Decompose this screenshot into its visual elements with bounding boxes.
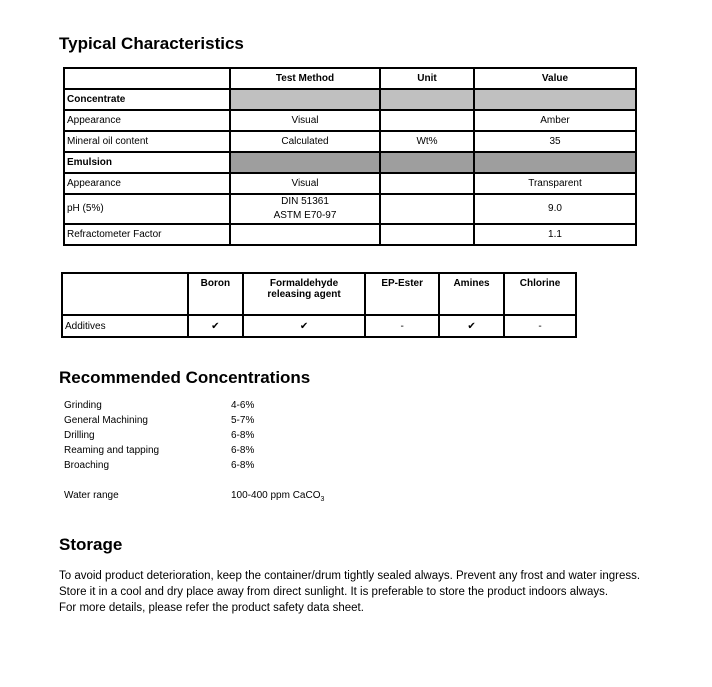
method-line: ASTM E70-97 [273, 210, 337, 221]
storage-paragraph: For more details, please refer the product safety data sheet. [59, 602, 364, 614]
water-range-value [231, 488, 324, 507]
typical-characteristics-table [63, 67, 637, 246]
header-cell [64, 68, 230, 89]
additives-table [61, 272, 577, 338]
row-method [230, 194, 380, 224]
list-item: 6-8% [231, 445, 255, 456]
row-unit [380, 110, 474, 131]
row-unit [380, 173, 474, 194]
section-label: Concentrate [64, 89, 230, 110]
section-fill [230, 89, 380, 110]
recommended-concentrations-title: Recommended Concentrations [59, 368, 311, 387]
storage-text [59, 568, 659, 616]
row-label: Additives [62, 315, 188, 337]
list-item: Drilling [64, 430, 95, 441]
list-item: Grinding [64, 400, 102, 411]
section-fill [474, 89, 636, 110]
section-label: Emulsion [64, 152, 230, 173]
table-row [64, 131, 636, 152]
dash-cell: - [504, 315, 576, 337]
row-method [230, 224, 380, 245]
row-method: Visual [230, 110, 380, 131]
header-line: releasing agent [267, 289, 341, 300]
section-fill [380, 89, 474, 110]
list-item: 4-6% [231, 400, 255, 411]
header-chlorine: Chlorine [504, 273, 576, 315]
concentration-values [231, 398, 254, 473]
table-row [62, 315, 576, 337]
method-line: DIN 51361 [281, 196, 329, 207]
header-formaldehyde [243, 273, 366, 315]
storage-title: Storage [59, 535, 123, 554]
header-amines: Amines [439, 273, 504, 315]
table-row [64, 173, 636, 194]
table-header-row [62, 273, 576, 315]
concentration-names [64, 398, 159, 473]
list-item: 5-7% [231, 415, 255, 426]
list-item: 6-8% [231, 460, 255, 471]
table-row [64, 110, 636, 131]
storage-paragraph: Store it in a cool and dry place away from direct sunlight. It is preferable to store the product indoors always. [59, 586, 609, 598]
section-fill [474, 152, 636, 173]
list-item: Broaching [64, 460, 110, 471]
check-icon: ✔ [188, 315, 243, 337]
check-icon: ✔ [439, 315, 504, 337]
water-range-label: Water range [64, 490, 119, 501]
table-row [64, 224, 636, 245]
section-row-concentrate [64, 89, 636, 110]
list-item: General Machining [64, 415, 148, 426]
row-unit [380, 224, 474, 245]
section-fill [380, 152, 474, 173]
row-unit: Wt% [380, 131, 474, 152]
table-row [64, 194, 636, 224]
header-unit: Unit [380, 68, 474, 89]
row-value: 9.0 [474, 194, 636, 224]
header-test-method: Test Method [230, 68, 380, 89]
header-value: Value [474, 68, 636, 89]
row-unit [380, 194, 474, 224]
row-value: 1.1 [474, 224, 636, 245]
header-cell [62, 273, 188, 315]
row-method: Visual [230, 173, 380, 194]
table-header-row [64, 68, 636, 89]
row-label: Appearance [64, 173, 230, 194]
header-ep-ester: EP-Ester [365, 273, 439, 315]
water-range-text: 100-400 ppm CaCO [231, 490, 321, 501]
row-label: Appearance [64, 110, 230, 131]
row-value: Amber [474, 110, 636, 131]
dash-cell: - [365, 315, 439, 337]
row-label: pH (5%) [64, 194, 230, 224]
row-value: 35 [474, 131, 636, 152]
check-icon: ✔ [243, 315, 366, 337]
section-row-emulsion [64, 152, 636, 173]
subscript: 3 [320, 496, 325, 503]
typical-characteristics-title: Typical Characteristics [59, 34, 244, 53]
row-label: Refractometer Factor [64, 224, 230, 245]
header-line: Formaldehyde [269, 278, 339, 289]
storage-paragraph: To avoid product deterioration, keep the container/drum tightly sealed always. Prevent any frost and water ingress. [59, 570, 641, 582]
section-fill [230, 152, 380, 173]
list-item: 6-8% [231, 430, 255, 441]
row-label: Mineral oil content [64, 131, 230, 152]
row-value: Transparent [474, 173, 636, 194]
list-item: Reaming and tapping [64, 445, 160, 456]
row-method: Calculated [230, 131, 380, 152]
header-boron: Boron [188, 273, 243, 315]
